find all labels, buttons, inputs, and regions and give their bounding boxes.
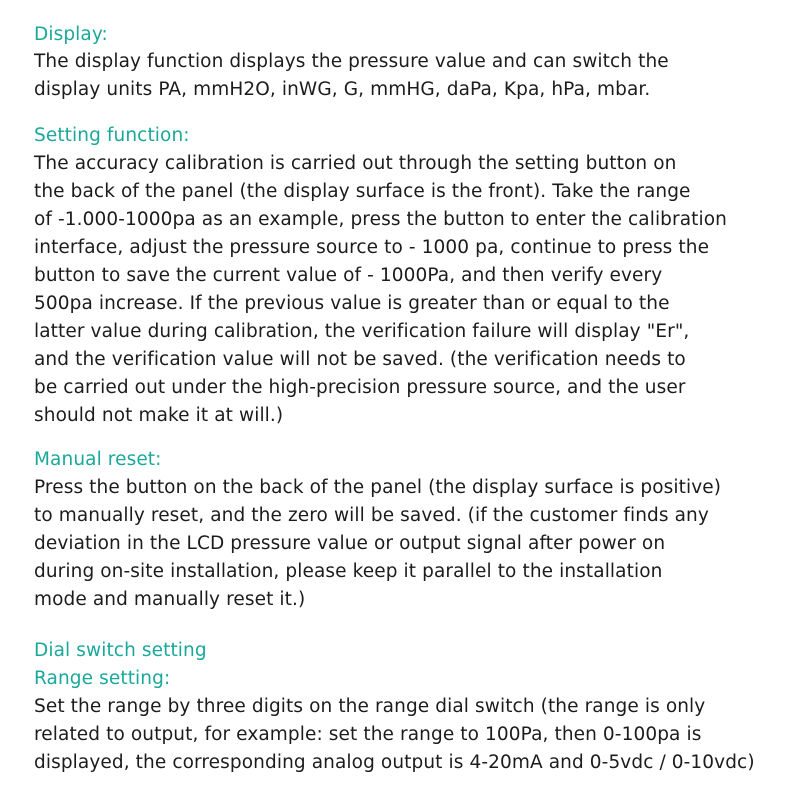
paragraph-line: be carried out under the high-precision pressure source, and the user: [34, 377, 686, 398]
section-heading-display: Display:: [34, 24, 108, 45]
paragraph-line: The display function displays the pressure value and can switch the: [34, 51, 669, 72]
paragraph-line: of -1.000-1000pa as an example, press the button to enter the calibration: [34, 209, 728, 230]
paragraph-line: should not make it at will.): [34, 405, 284, 426]
paragraph-line: deviation in the LCD pressure value or output signal after power on: [34, 533, 666, 554]
paragraph-line: Set the range by three digits on the range dial switch (the range is only: [34, 696, 706, 717]
paragraph-line: mode and manually reset it.): [34, 589, 306, 610]
paragraph-line: 500pa increase. If the previous value is greater than or equal to the: [34, 293, 670, 314]
paragraph-line: to manually reset, and the zero will be saved. (if the customer finds any: [34, 505, 709, 526]
paragraph-line: interface, adjust the pressure source to - 1000 pa, continue to press the: [34, 237, 710, 258]
paragraph-line: the back of the panel (the display surface is the front). Take the range: [34, 181, 691, 202]
paragraph-line: related to output, for example: set the range to 100Pa, then 0-100pa is: [34, 724, 702, 745]
paragraph-line: display units PA, mmH2O, inWG, G, mmHG, daPa, Kpa, hPa, mbar.: [34, 79, 651, 100]
paragraph-line: displayed, the corresponding analog output is 4-20mA and 0-5vdc / 0-10vdc): [34, 752, 755, 773]
paragraph-line: Press the button on the back of the panel (the display surface is positive): [34, 477, 722, 498]
section-heading-setting-function: Setting function:: [34, 125, 190, 146]
paragraph-line: and the verification value will not be saved. (the verification needs to: [34, 349, 686, 370]
paragraph-line: The accuracy calibration is carried out through the setting button on: [34, 153, 677, 174]
paragraph-line: button to save the current value of - 1000Pa, and then verify every: [34, 265, 663, 286]
paragraph-line: latter value during calibration, the verification failure will display "Er",: [34, 321, 690, 342]
section-subheading-range-setting: Range setting:: [34, 668, 171, 689]
section-heading-dial-switch-setting: Dial switch setting: [34, 640, 207, 661]
section-heading-manual-reset: Manual reset:: [34, 449, 162, 470]
paragraph-line: during on-site installation, please keep it parallel to the installation: [34, 561, 663, 582]
